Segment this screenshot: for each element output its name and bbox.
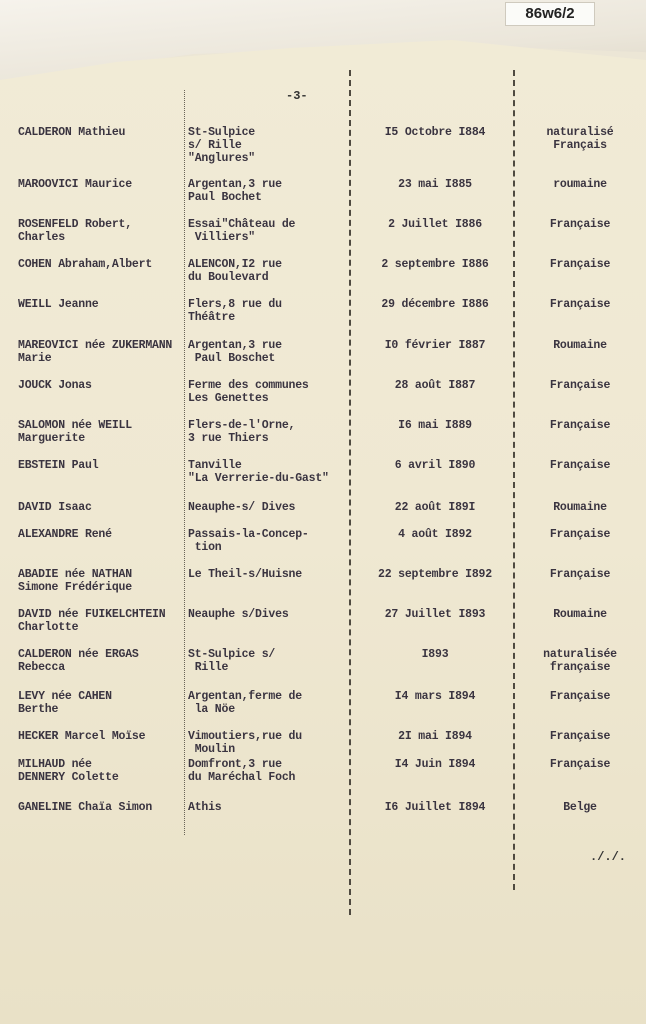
nationality-cell: naturalisée française xyxy=(543,648,617,674)
table-row xyxy=(0,690,646,734)
nationality-cell: Française xyxy=(549,258,611,271)
address-cell: Neauphe s/Dives xyxy=(188,608,289,621)
birth-date-cell: 23 mai I885 xyxy=(398,178,472,191)
table-row xyxy=(0,339,646,383)
birth-date-cell: 22 septembre I892 xyxy=(378,568,492,581)
table-row xyxy=(0,648,646,692)
person-name: WEILL Jeanne xyxy=(18,298,99,311)
person-name: SALOMON née WEILL Marguerite xyxy=(18,419,132,445)
archive-reference-tag: 86w6/2 xyxy=(505,2,595,26)
address-cell: Argentan,3 rue Paul Bochet xyxy=(188,178,282,204)
address-cell: Tanville "La Verrerie-du-Gast" xyxy=(188,459,329,485)
nationality-cell: Roumaine xyxy=(553,339,607,352)
nationality-cell: Française xyxy=(549,568,611,581)
nationality-cell: Française xyxy=(549,459,611,472)
birth-date-cell: 28 août I887 xyxy=(394,379,476,392)
table-row xyxy=(0,258,646,302)
table-row xyxy=(0,379,646,423)
address-cell: Ferme des communes Les Genettes xyxy=(188,379,309,405)
birth-date-cell: I4 Juin I894 xyxy=(394,758,476,771)
person-name: GANELINE Chaïa Simon xyxy=(18,801,153,814)
address-cell: Vimoutiers,rue du Moulin xyxy=(188,730,302,756)
birth-date-cell: 22 août I89I xyxy=(394,501,476,514)
nationality-cell: Française xyxy=(549,730,611,743)
person-name: LEVY née CAHEN Berthe xyxy=(18,690,112,716)
address-cell: Athis xyxy=(188,801,222,814)
person-name: HECKER Marcel Moïse xyxy=(18,730,146,743)
page-number: -3- xyxy=(286,89,308,103)
table-row xyxy=(0,126,646,170)
nationality-cell: Française xyxy=(549,690,611,703)
table-row xyxy=(0,801,646,845)
address-cell: Argentan,ferme de la Nöe xyxy=(188,690,302,716)
person-name: ROSENFELD Robert, Charles xyxy=(18,218,132,244)
address-cell: Argentan,3 rue Paul Boschet xyxy=(188,339,282,365)
birth-date-cell: 27 Juillet I893 xyxy=(384,608,486,621)
nationality-cell: Française xyxy=(549,218,611,231)
birth-date-cell: 2I mai I894 xyxy=(398,730,472,743)
address-cell: St-Sulpice s/ Rille "Anglures" xyxy=(188,126,256,165)
address-cell: Domfront,3 rue du Maréchal Foch xyxy=(188,758,296,784)
nationality-cell: Française xyxy=(549,419,611,432)
person-name: MAROOVICI Maurice xyxy=(18,178,132,191)
address-cell: Flers,8 rue du Théâtre xyxy=(188,298,282,324)
person-name: CALDERON née ERGAS Rebecca xyxy=(18,648,139,674)
nationality-cell: roumaine xyxy=(553,178,607,191)
table-row xyxy=(0,178,646,222)
birth-date-cell: 4 août I892 xyxy=(398,528,472,541)
table-row xyxy=(0,459,646,503)
table-row xyxy=(0,298,646,342)
table-row xyxy=(0,758,646,802)
nationality-cell: Belge xyxy=(563,801,597,814)
birth-date-cell: 2 Juillet I886 xyxy=(388,218,482,231)
nationality-cell: naturalisé Français xyxy=(546,126,614,152)
birth-date-cell: 2 septembre I886 xyxy=(381,258,489,271)
address-cell: Le Theil-s/Huisne xyxy=(188,568,302,581)
person-name: MILHAUD née DENNERY Colette xyxy=(18,758,119,784)
table-row xyxy=(0,568,646,612)
person-name: MAREOVICI née ZUKERMANN Marie xyxy=(18,339,173,365)
address-cell: Essai"Château de Villiers" xyxy=(188,218,296,244)
address-cell: St-Sulpice s/ Rille xyxy=(188,648,276,674)
person-name: ABADIE née NATHAN Simone Frédérique xyxy=(18,568,132,594)
nationality-cell: Française xyxy=(549,758,611,771)
birth-date-cell: 6 avril I890 xyxy=(394,459,476,472)
birth-date-cell: I0 février I887 xyxy=(384,339,486,352)
birth-date-cell: I6 mai I889 xyxy=(398,419,472,432)
address-cell: ALENCON,I2 rue du Boulevard xyxy=(188,258,282,284)
person-name: DAVID Isaac xyxy=(18,501,92,514)
birth-date-cell: I893 xyxy=(421,648,449,661)
nationality-cell: Roumaine xyxy=(553,608,607,621)
birth-date-cell: I5 Octobre I884 xyxy=(384,126,486,139)
continuation-mark: ././. xyxy=(590,850,627,864)
nationality-cell: Française xyxy=(549,379,611,392)
address-cell: Flers-de-l'Orne, 3 rue Thiers xyxy=(188,419,296,445)
address-cell: Neauphe-s/ Dives xyxy=(188,501,296,514)
birth-date-cell: 29 décembre I886 xyxy=(381,298,489,311)
address-cell: Passais-la-Concep- tion xyxy=(188,528,309,554)
birth-date-cell: I4 mars I894 xyxy=(394,690,476,703)
table-row xyxy=(0,608,646,652)
person-name: ALEXANDRE René xyxy=(18,528,112,541)
table-row xyxy=(0,528,646,572)
person-name: JOUCK Jonas xyxy=(18,379,92,392)
nationality-cell: Française xyxy=(549,298,611,311)
person-name: CALDERON Mathieu xyxy=(18,126,126,139)
person-name: COHEN Abraham,Albert xyxy=(18,258,153,271)
nationality-cell: Roumaine xyxy=(553,501,607,514)
birth-date-cell: I6 Juillet I894 xyxy=(384,801,486,814)
person-name: DAVID née FUIKELCHTEIN Charlotte xyxy=(18,608,166,634)
table-row xyxy=(0,419,646,463)
table-row xyxy=(0,218,646,262)
person-name: EBSTEIN Paul xyxy=(18,459,99,472)
nationality-cell: Française xyxy=(549,528,611,541)
